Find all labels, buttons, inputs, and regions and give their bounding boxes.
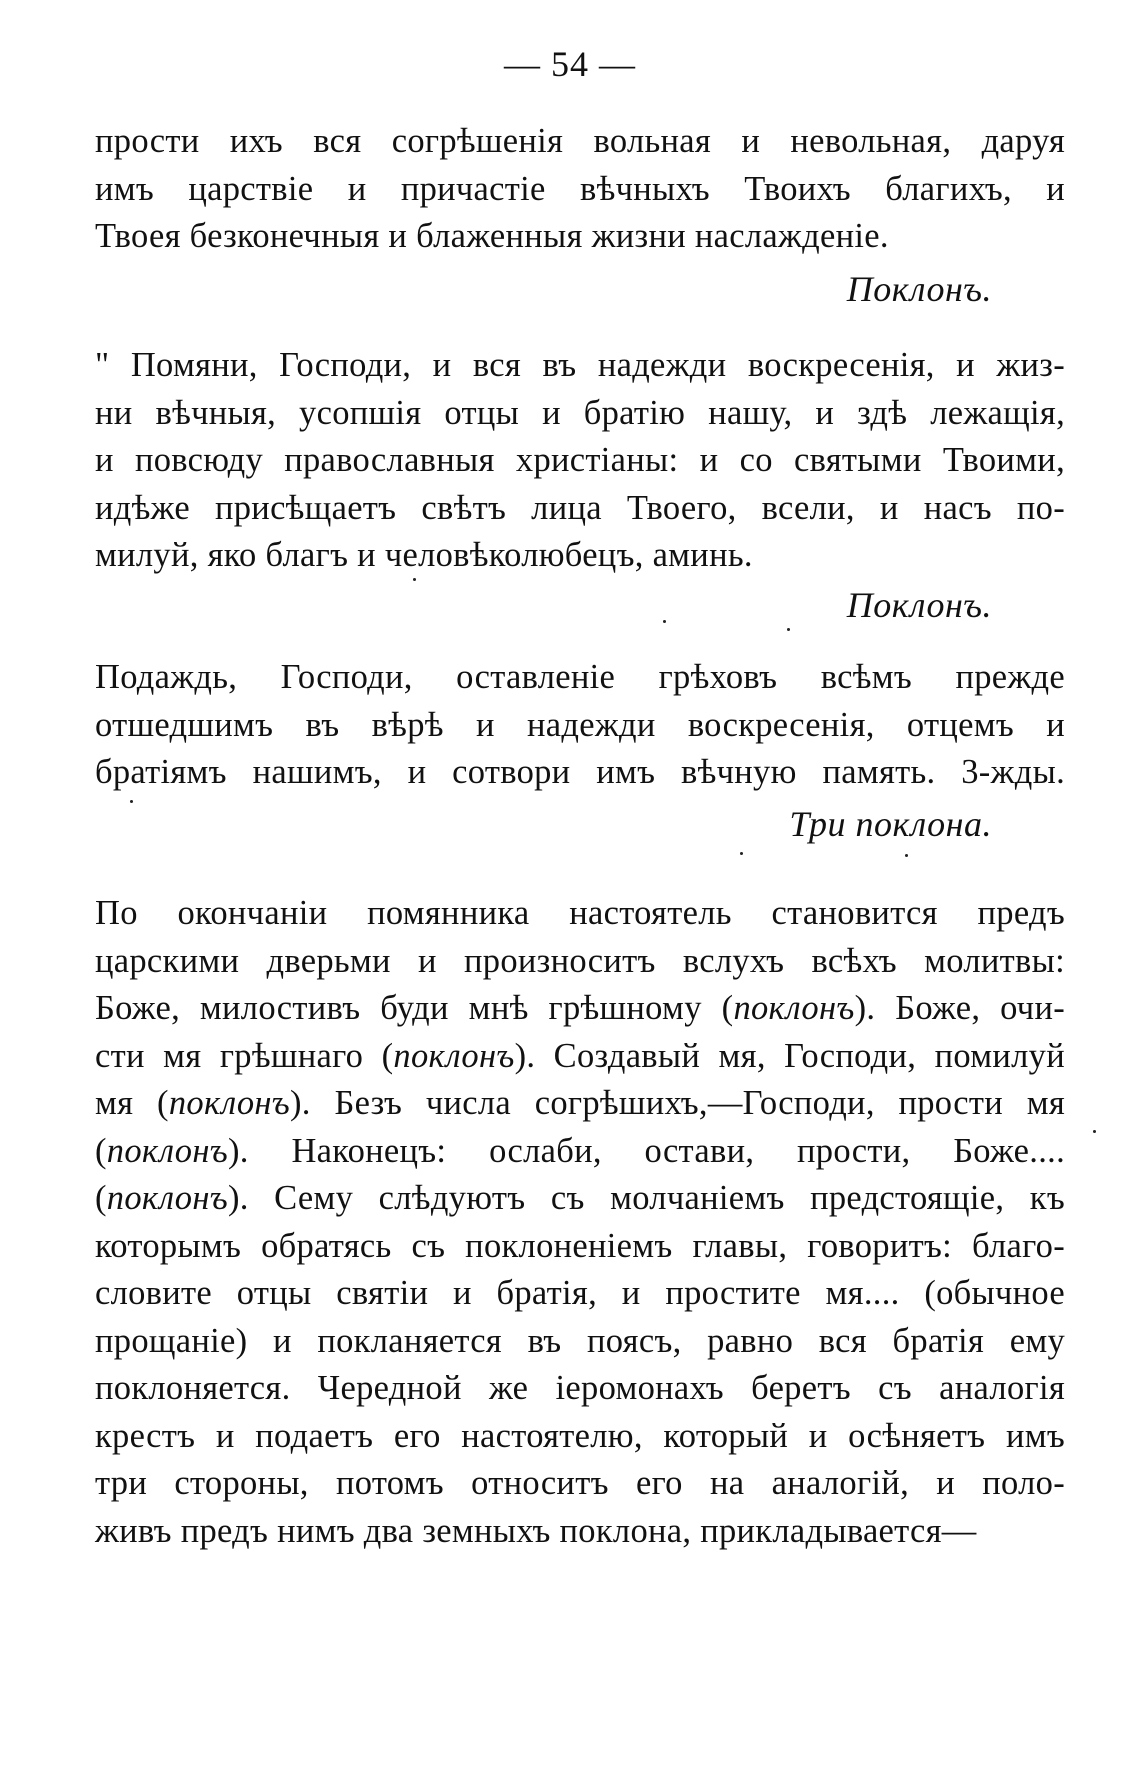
text-segment: которымъ обратясь съ поклоненіемъ главы, говоритъ: благо- [95, 1226, 1065, 1265]
paragraph-line: Подаждь, Господи, оставленіе грѣховъ всѣмъ прежде [95, 658, 1065, 696]
paragraph-line [95, 1033, 1065, 1081]
text-segment: ). Наконецъ: ослаби, остави, прости, Боже.... [227, 1131, 1065, 1170]
paragraph-line [95, 1318, 1065, 1366]
paragraph-line [95, 1223, 1065, 1271]
paragraph-1 [95, 118, 1065, 261]
text-segment: ). Сему слѣдуютъ съ молчаніемъ предстоящіе, къ [227, 1179, 1065, 1217]
paragraph-line [95, 890, 1065, 938]
paragraph-line [95, 1460, 1065, 1508]
text-segment: Боже, милостивъ буди мнѣ грѣшному ( [95, 989, 734, 1027]
text-segment: ). Создавый мя, Господи, помилуй [514, 1036, 1065, 1075]
print-speck [740, 852, 743, 855]
print-speck [413, 578, 416, 581]
rubric-bow-2: Поклонъ. [846, 585, 992, 625]
paragraph-line: прости ихъ вся согрѣшенія вольная и невольная, даруя [95, 122, 1065, 160]
inline-rubric-bow: поклонъ [393, 1036, 515, 1075]
paragraph-line: ни вѣчныя, усопшія отцы и братію нашу, и здѣ лежащія, [95, 393, 1065, 432]
text-segment: три стороны, потомъ относитъ его на аналогій, и поло- [95, 1464, 1065, 1502]
page-number: — 54 — [504, 44, 636, 84]
paragraph-line [95, 1270, 1065, 1318]
paragraph-line: и повсюду православныя христіаны: и со святыми Твоими, [95, 441, 1065, 479]
paragraph-line [95, 1128, 1065, 1176]
text-segment: прощаніе) и покланяется въ поясъ, равно вся братія ему [95, 1321, 1065, 1360]
print-speck [130, 800, 133, 803]
print-speck [663, 620, 666, 623]
paragraph-line: имъ царствіе и причастіе вѣчныхъ Твоихъ благихъ, и [95, 169, 1065, 208]
print-speck [1093, 1130, 1096, 1133]
text-segment: словите отцы святіи и братія, и простите мя.... (обычное [95, 1274, 1065, 1312]
paragraph-line [95, 1365, 1065, 1413]
print-speck [905, 854, 908, 857]
text-segment: крестъ и подаетъ его настоятелю, который и осѣняетъ имъ [95, 1416, 1065, 1455]
paragraph-4 [95, 890, 1065, 1555]
paragraph-line: отшедшимъ въ вѣрѣ и надежди воскресенія, отцемъ и [95, 705, 1065, 744]
text-segment: мя ( [95, 1084, 169, 1122]
text-segment: поклоняется. Чередной же іеромонахъ беретъ съ аналогія [95, 1369, 1065, 1407]
text-segment: ( [95, 1131, 107, 1170]
paragraph-line: братіямъ нашимъ, и сотвори имъ вѣчную память. 3-жды. [95, 753, 1065, 791]
paragraph-line [95, 1080, 1065, 1128]
paragraph-line [95, 938, 1065, 986]
paragraph-2 [95, 342, 1065, 580]
text-segment: живъ предъ нимъ два земныхъ поклона, прикладывается— [95, 1511, 977, 1550]
text-segment: сти мя грѣшнаго ( [95, 1036, 394, 1075]
paragraph-line [95, 1413, 1065, 1461]
inline-rubric-bow: поклонъ [733, 989, 855, 1027]
rubric-bow-1: Поклонъ. [846, 269, 992, 309]
paragraph-line: Твоея безконечныя и блаженныя жизни наслажденіе. [95, 217, 889, 255]
inline-rubric-bow: поклонъ [168, 1084, 291, 1122]
paragraph-line: милуй, яко благъ и человѣколюбецъ, аминь. [95, 536, 753, 574]
inline-rubric-bow: поклонъ [106, 1131, 228, 1170]
text-segment: ). Боже, очи- [854, 989, 1065, 1027]
paragraph-line [95, 1508, 1065, 1556]
paragraph-line: идѣже присѣщаетъ свѣтъ лица Твоего, всели, и насъ по- [95, 488, 1065, 527]
paragraph-3 [95, 654, 1065, 797]
text-segment: царскими дверьми и произноситъ вслухъ всѣхъ молитвы: [95, 941, 1065, 980]
paragraph-line [95, 1175, 1065, 1223]
inline-rubric-bow: поклонъ [106, 1179, 228, 1217]
text-segment: ( [95, 1179, 107, 1217]
print-speck [787, 628, 790, 631]
text-segment: ). Безъ числа согрѣшихъ,—Господи, прости мя [290, 1084, 1066, 1122]
paragraph-line: " Помяни, Господи, и вся въ надежди воскресенія, и жиз- [95, 346, 1065, 384]
paragraph-line [95, 985, 1065, 1033]
text-segment: По окончаніи помянника настоятель становится предъ [95, 894, 1065, 932]
rubric-three-bows: Три поклона. [789, 804, 992, 844]
